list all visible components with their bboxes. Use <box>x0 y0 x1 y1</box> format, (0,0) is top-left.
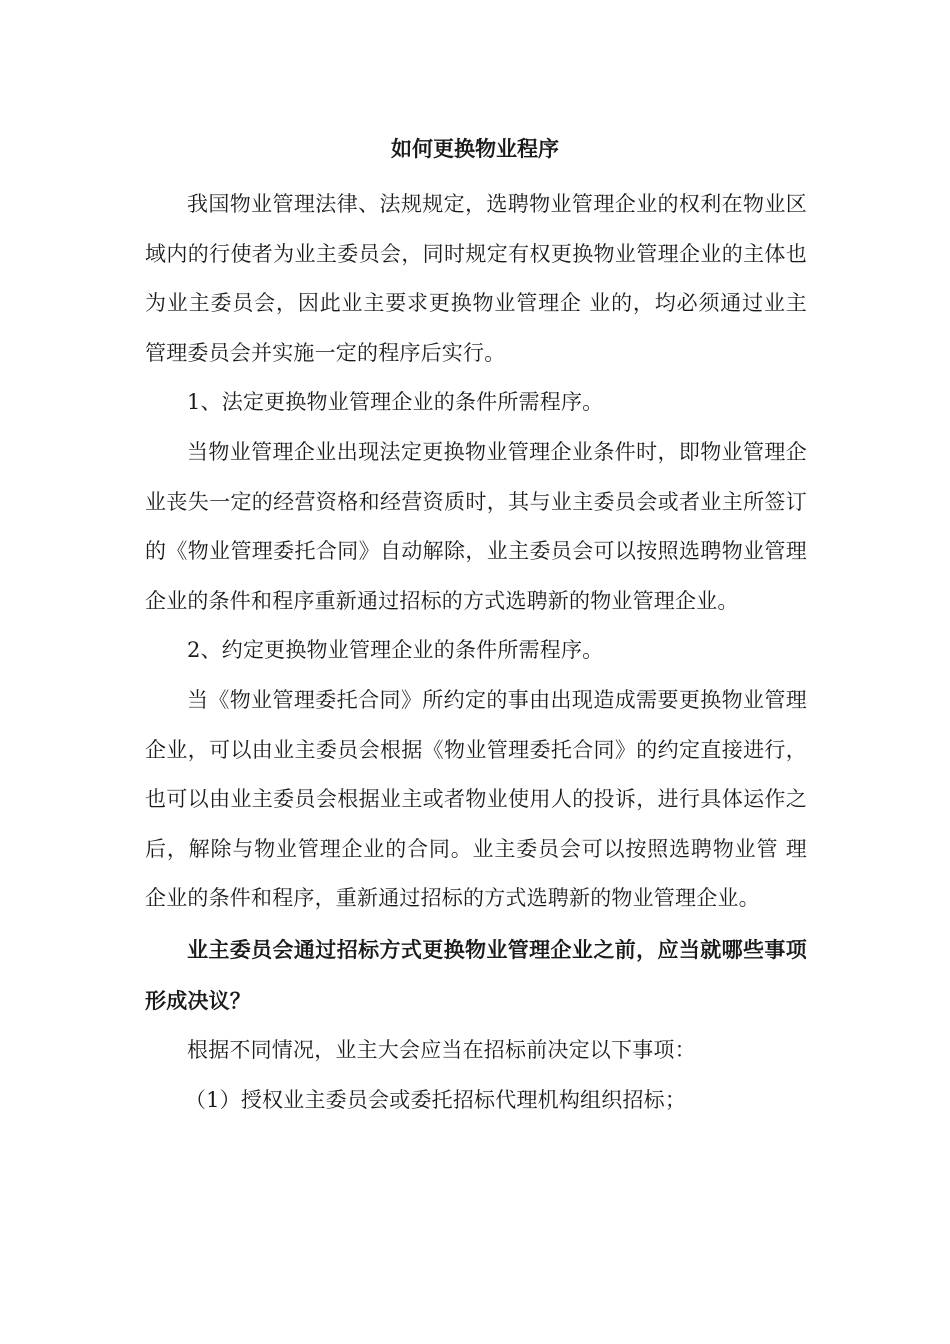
answer-paragraph: 根据不同情况，业主大会应当在招标前决定以下事项： <box>187 1037 696 1062</box>
document-body <box>145 180 807 1125</box>
section-2-paragraph: 当《物业管理委托合同》所约定的事由出现造成需要更换物业管理企业，可以由业主委员会根据《物业管理委托合同》的约定直接进行，也可以由业主委员会根据业主或者物业使用人的投诉，进行具体运作之后，解除与物业管理企业的合同。业主委员会可以按照选聘物业管 理企业的条件和程序，重新通过招标的方式选聘新的物业管理企业。 <box>145 687 807 911</box>
intro-paragraph: 我国物业管理法律、法规规定，选聘物业管理企业的权利在物业区域内的行使者为业主委员会，同时规定有权更换物业管理企业的主体也为业主委员会，因此业主要求更换物业管理企 业的，均必须通过业主管理委员会并实施一定的程序后实行。 <box>145 192 807 365</box>
section-1-heading: 1、法定更换物业管理企业的条件所需程序。 <box>187 390 604 415</box>
section-2-heading: 2、约定更换物业管理企业的条件所需程序。 <box>187 638 604 663</box>
list-item: （1）授权业主委员会或委托招标代理机构组织招标； <box>184 1087 687 1112</box>
question-heading: 业主委员会通过招标方式更换物业管理企业之前，应当就哪些事项形成决议？ <box>145 936 807 1013</box>
document-title: 如何更换物业程序 <box>391 136 559 161</box>
section-1-paragraph: 当物业管理企业出现法定更换物业管理企业条件时，即物业管理企业丧失一定的经营资格和经营资质时，其与业主委员会或者业主所签订的《物业管理委托合同》自动解除，业主委员会可以按照选聘物业管理企业的条件和程序重新通过招标的方式选聘新的物业管理企业。 <box>145 439 807 613</box>
